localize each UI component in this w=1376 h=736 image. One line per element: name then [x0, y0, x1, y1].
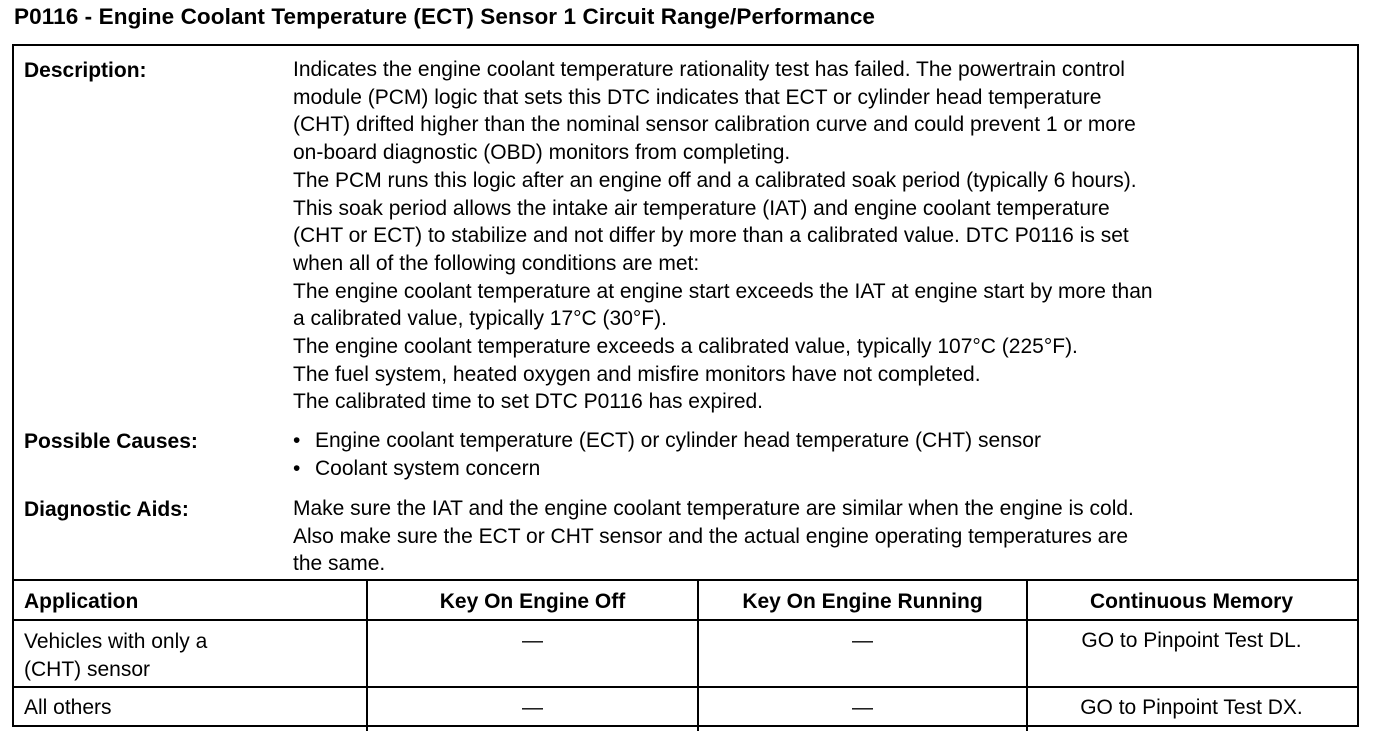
- continuous-memory-cell: GO to Pinpoint Test DL.: [1081, 629, 1302, 652]
- description-line: The engine coolant temperature exceeds a calibrated value, typically 107°C (225°F).: [293, 335, 1078, 359]
- koeo-cell: —: [522, 629, 543, 652]
- description-line: on-board diagnostic (OBD) monitors from completing.: [293, 141, 791, 165]
- possible-causes-label: Possible Causes:: [24, 430, 198, 453]
- application-cell-line: Vehicles with only a: [24, 630, 208, 653]
- table-header-application: Application: [24, 590, 139, 613]
- diagnostic-aids-line: the same.: [293, 552, 386, 576]
- description-label: Description:: [24, 59, 147, 82]
- possible-causes-list: [293, 427, 1041, 482]
- table-header-koer: Key On Engine Running: [742, 590, 983, 613]
- list-item: [293, 455, 1041, 483]
- cause-text: Coolant system concern: [315, 456, 541, 480]
- description-line: The PCM runs this logic after an engine off and a calibrated soak period (typically 6 hours).: [293, 168, 1137, 192]
- bullet-icon: •: [293, 456, 301, 480]
- koer-cell: —: [852, 696, 873, 719]
- description-line: The fuel system, heated oxygen and misfire monitors have not completed.: [293, 362, 981, 386]
- description-line: The calibrated time to set DTC P0116 has expired.: [293, 390, 764, 414]
- page-title: P0116 - Engine Coolant Temperature (ECT) Sensor 1 Circuit Range/Performance: [14, 4, 876, 29]
- description-line: a calibrated value, typically 17°C (30°F).: [293, 307, 667, 331]
- table-header-continuous-memory: Continuous Memory: [1090, 590, 1293, 613]
- application-cell-line: (CHT) sensor: [24, 657, 151, 681]
- description-line: (CHT or ECT) to stabilize and not differ by more than a calibrated value. DTC P0116 is set: [293, 224, 1129, 248]
- description-text: [293, 56, 1153, 416]
- description-line: The engine coolant temperature at engine start exceeds the IAT at engine start by more than: [293, 279, 1153, 303]
- description-line: when all of the following conditions are met:: [293, 251, 700, 275]
- bullet-icon: •: [293, 429, 301, 452]
- application-table: [12, 579, 1359, 731]
- list-item: [293, 427, 1041, 455]
- description-line: (CHT) drifted higher than the nominal sensor calibration curve and could prevent 1 or more: [293, 113, 1136, 137]
- diagnostic-aids-text: [293, 495, 1134, 578]
- application-cell-line: All others: [24, 696, 112, 719]
- diagnostic-aids-line: Make sure the IAT and the engine coolant temperature are similar when the engine is cold.: [293, 497, 1134, 520]
- table-row: [24, 696, 112, 720]
- continuous-memory-cell: GO to Pinpoint Test DX.: [1080, 696, 1303, 719]
- koer-cell: —: [852, 629, 873, 652]
- diagnostic-aids-label: Diagnostic Aids:: [24, 498, 189, 521]
- description-line: This soak period allows the intake air temperature (IAT) and engine coolant temperature: [293, 196, 1110, 220]
- description-line: module (PCM) logic that sets this DTC indicates that ECT or cylinder head temperature: [293, 85, 1102, 109]
- table-divider: [12, 619, 1359, 621]
- table-divider: [12, 686, 1359, 688]
- koeo-cell: —: [522, 696, 543, 719]
- cause-text: Engine coolant temperature (ECT) or cylinder head temperature (CHT) sensor: [315, 429, 1041, 452]
- description-line: Indicates the engine coolant temperature rationality test has failed. The powertrain control: [293, 58, 1125, 81]
- dtc-document-box: [12, 44, 1359, 727]
- table-header-koeo: Key On Engine Off: [439, 590, 626, 613]
- diagnostic-aids-line: Also make sure the ECT or CHT sensor and the actual engine operating temperatures are: [293, 524, 1129, 548]
- table-row: [24, 628, 207, 683]
